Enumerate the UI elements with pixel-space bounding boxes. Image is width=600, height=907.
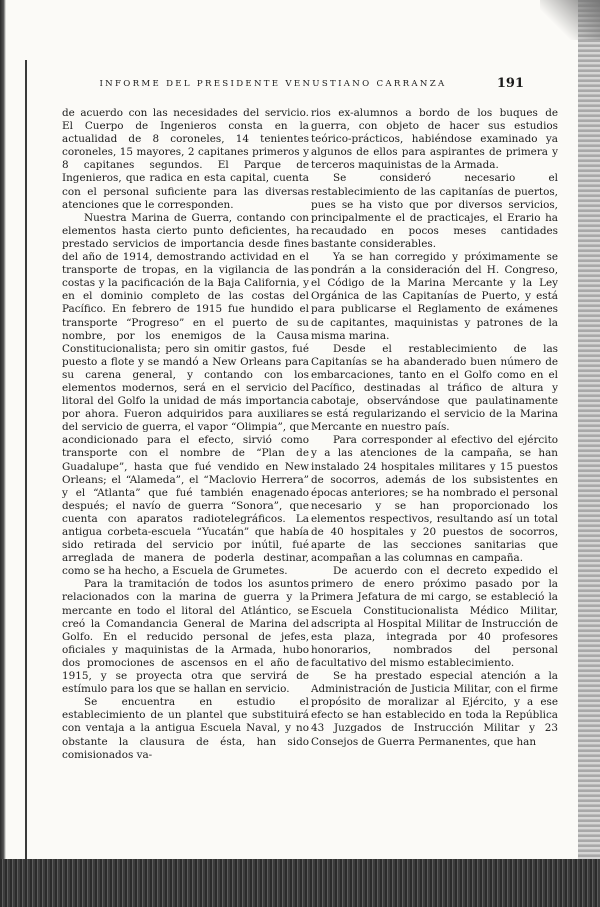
right-column (311, 107, 558, 749)
paragraph: Nuestra Marina de Guerra, contando con elementos hasta cierto punto deficientes, ha prestado servicios de importancia desde fines del año de 1914, demostrando actividad en el transporte de tropas, en la vigilancia de las costas y la pacificación de la Baja California, y en el dominio completo de las costas del Pacífico. En febrero de 1915 fue hundido el transporte “Progreso” en el puerto de su nombre, por los enemigos de la Causa Constitucionalista; pero sin omitir gastos, fué puesto a flote y se mandó a New Orleans para su carena general, y contando con los elementos modernos, será en el servicio del litoral del Golfo la unidad de más importancia por ahora. Fueron adquiridos para auxiliares del servicio de guerra, el vapor “Olimpia”, que acondicionado para el efecto, sirvió como transporte con el nombre de “Plan de Guadalupe”, hasta que fué vendido en New Orleans; el “Alameda”, el “Maclovio Herrera” y el “Atlanta” que fué también enagenado después; el navío de guerra “Sonora”, que cuenta con aparatos radiotelegráficos. La antigua corbeta-escuela “Yucatán” que había sido retirada del servicio por inútil, fué arreglada de manera de poderla destinar, como se ha hecho, a Escuela de Grumetes. (62, 211, 309, 578)
paragraph: De acuerdo con el decreto expedido el primero de enero próximo pasado por la Primera Jefatura de mi cargo, se estableció la Escuela Constitucionalista Médico Militar, adscripta al Hospital Militar de Instrucción de esta plaza, integrada por 40 profesores honorarios, nombrados del personal facultativo del mismo establecimiento. (311, 565, 558, 669)
paragraph: Desde el restablecimiento de las Capitanías se ha abanderado buen número de embarcaciones, tanto en el Golfo como en el Pacífico, destinadas al tráfico de altura y cabotaje, observándose que paulatinamente se está regularizando el servicio de la Marina Mercante en nuestro país. (311, 342, 558, 434)
paragraph: Para corresponder al efectivo del ejército y a las atenciones de la campaña, se han instalado 24 hospitales militares y 15 puestos de socorros, además de los subsistentes en épocas anteriores; se ha nombrado el personal necesario y se han proporcionado los elementos respectivos, resultando así un total de 40 hospitales y 20 puestos de socorros, aparte de las secciones sanitarias que acompañan a las columnas en campaña. (311, 434, 558, 565)
left-column (62, 107, 309, 762)
paragraph: Ya se han corregido y próximamente se pondrán a la consideración del H. Congreso, el Código de la Marina Mercante y la Ley Orgánica de las Capitanías de Puerto, y está para publicarse el Reglamento de exámenes de capitantes, maquinistas y patrones de la misma marina. (311, 251, 558, 342)
paragraph: rios ex-alumnos a bordo de los buques de guerra, con objeto de hacer sus estudios teórico-prácticos, habiéndose examinado ya algunos de ellos para aspirantes de primera y terceros maquinistas de la Armada. (311, 107, 558, 172)
paragraph: de acuerdo con las necesidades del servicio. El Cuerpo de Ingenieros consta en la actualidad de 8 coroneles, 14 tenientes coroneles, 15 mayores, 2 capitanes primeros y 8 capitanes segundos. El Parque de Ingenieros, que radica en esta capital, cuenta con el personal suficiente para las diversas atenciones que le corresponden. (62, 107, 309, 211)
scan-corner-shadow (540, 0, 600, 40)
page-header (62, 76, 524, 97)
running-head: INFORME DEL PRESIDENTE VENUSTIANO CARRANZA (99, 79, 447, 89)
page-number: 191 (496, 76, 524, 91)
paragraph: Se consideró necesario el restablecimiento de las capitanías de puertos, pues se ha visto que por diversos servicios, principalmente el de practicajes, el Erario ha recaudado en pocos meses cantidades bastante considerables. (311, 172, 558, 250)
paragraph: Para la tramitación de todos los asuntos relacionados con la marina de guerra y la mercante en todo el litoral del Atlántico, se creó la Comandancia General de Marina del Golfo. En el reducido personal de jefes, oficiales y maquinistas de la Armada, hubo dos promociones de ascensos en el año de 1915, y se proyecta otra que servirá de estímulo para los que se hallan en servicio. (62, 578, 309, 696)
scan-binding-line (25, 60, 27, 890)
scan-edge-right (578, 0, 600, 907)
paragraph: Se encuentra en estudio el establecimiento de un plantel que substituirá con ventaja a la antigua Escuela Naval, y no obstante la clausura de ésta, han sido comisionados va- (62, 696, 309, 761)
scan-edge-left (0, 0, 6, 907)
scan-edge-bottom (0, 859, 600, 907)
paragraph: Se ha prestado especial atención a la Administración de Justicia Militar, con el firme propósito de moralizar al Ejército, y a ese efecto se han establecido en toda la República 43 Juzgados de Instrucción Militar y 23 Consejos de Guerra Permanentes, que han (311, 670, 558, 748)
